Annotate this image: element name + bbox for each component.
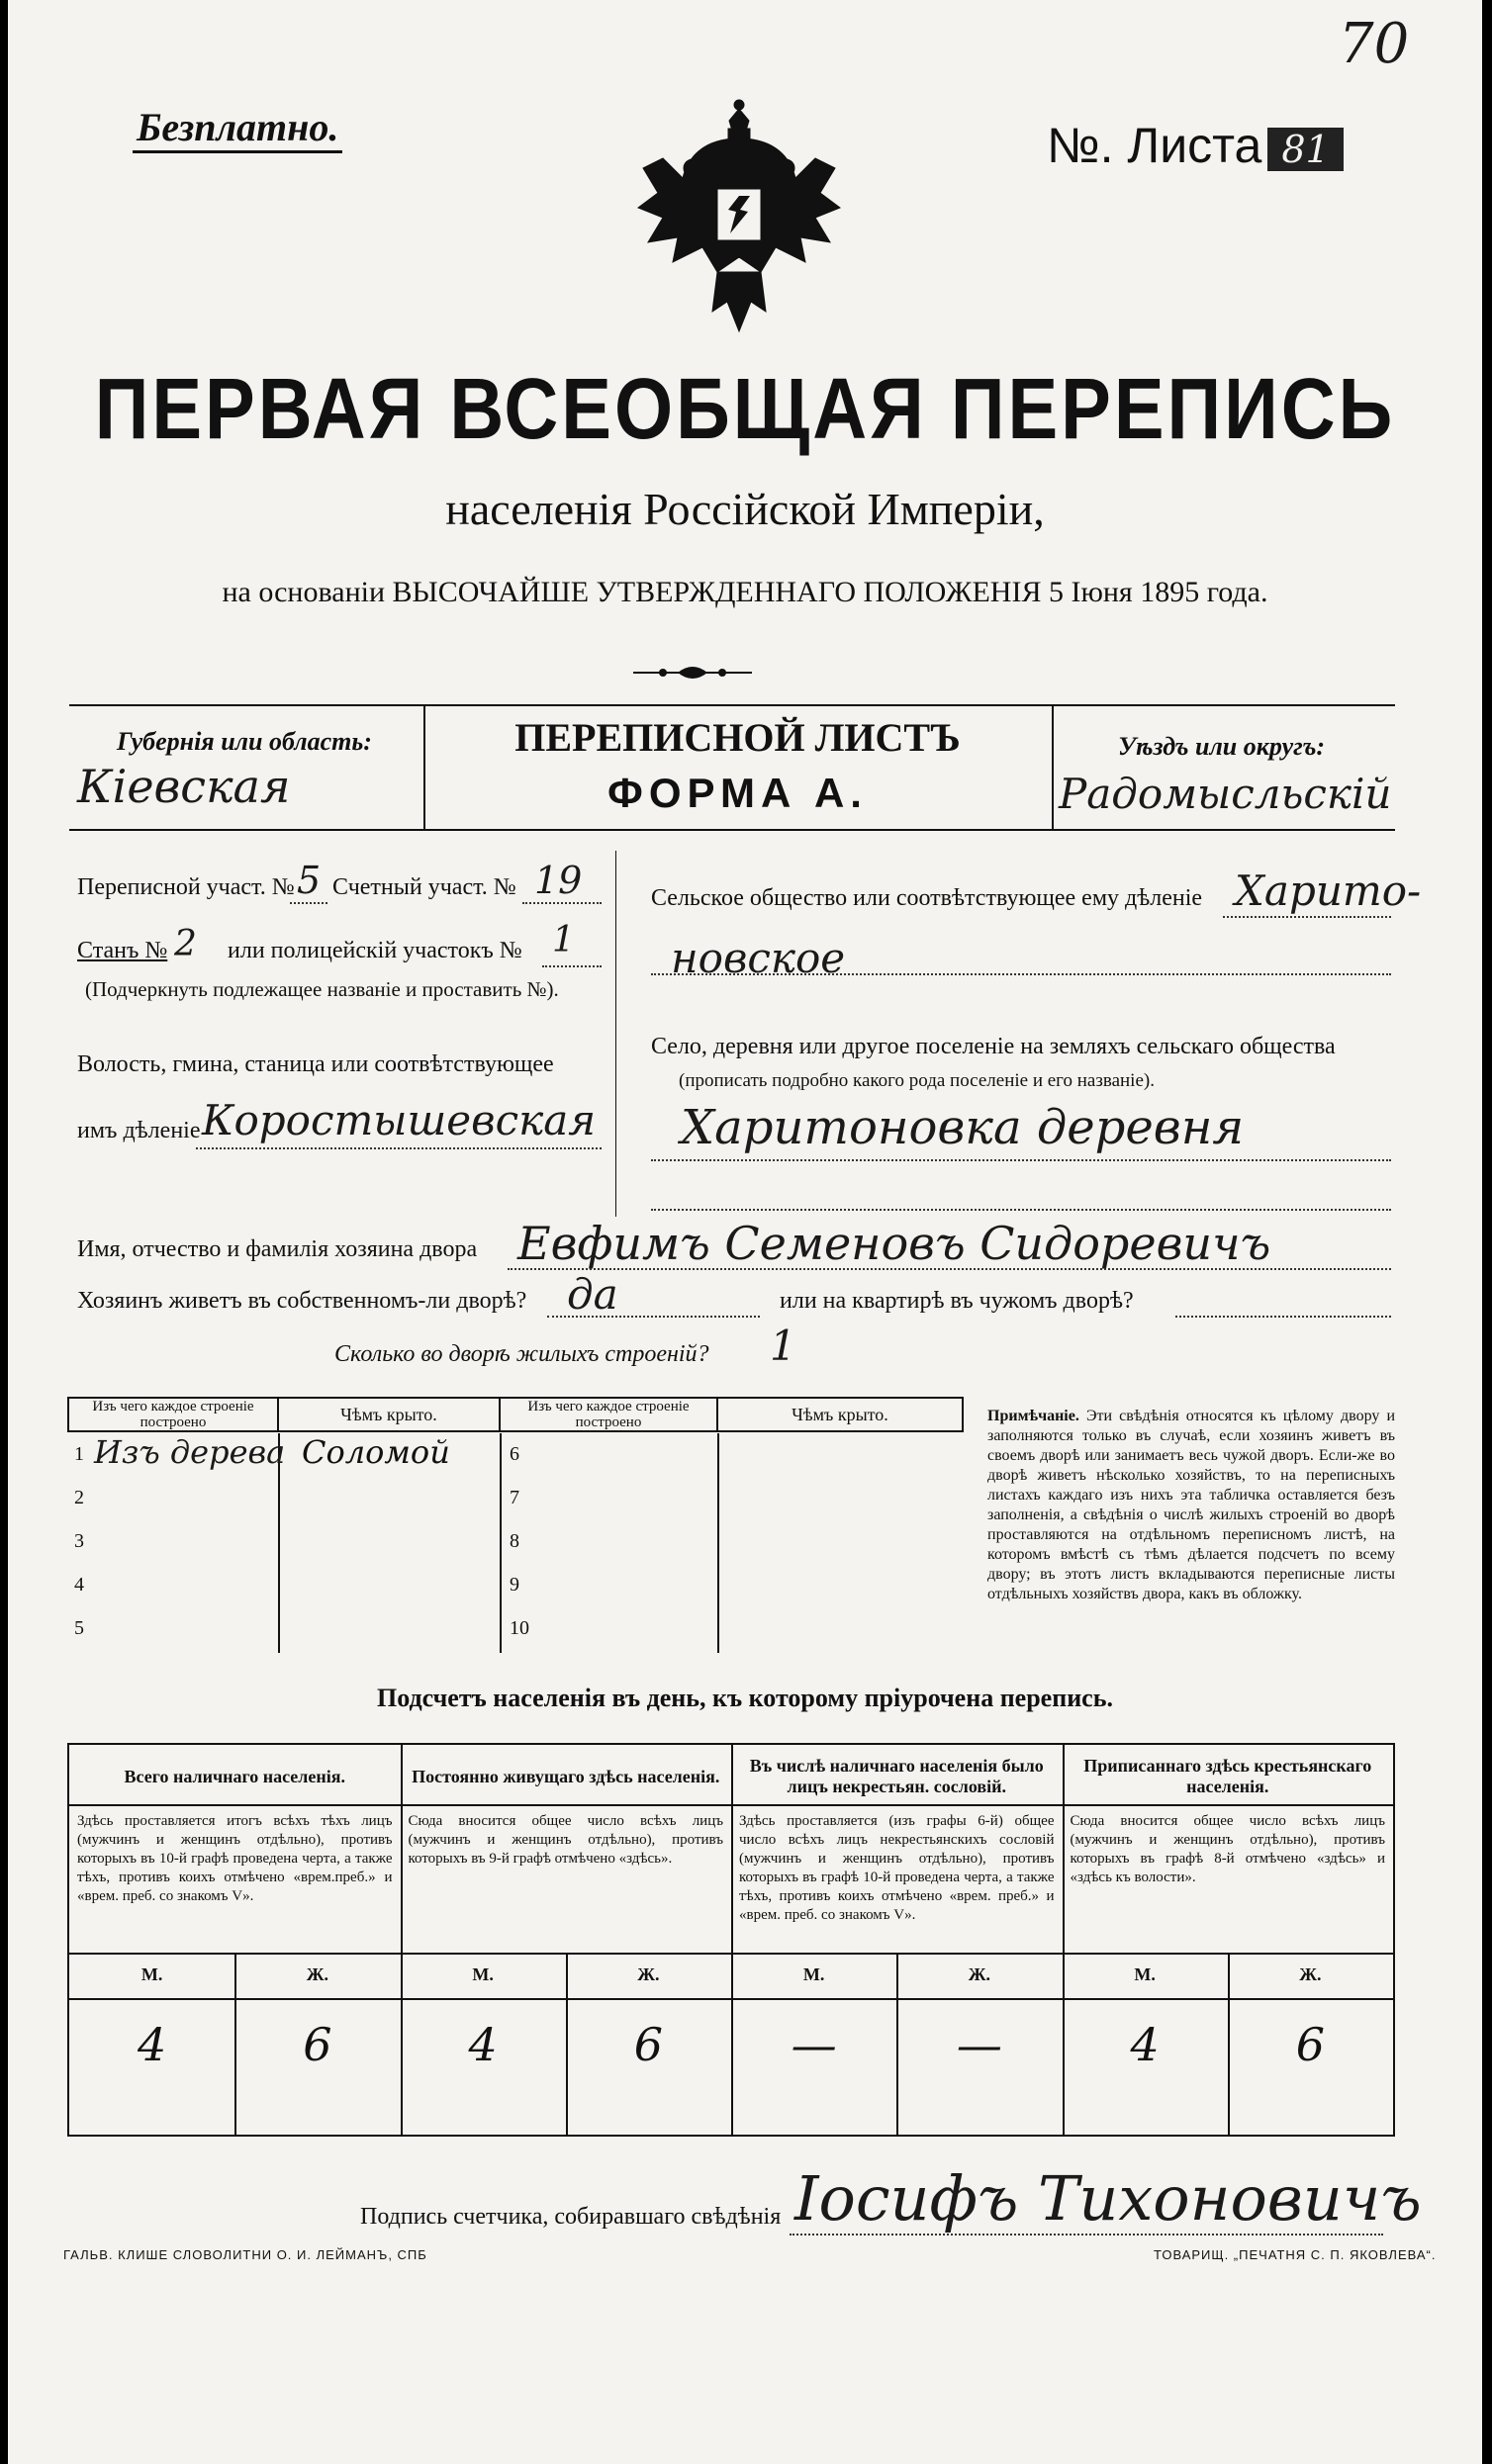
count-zh-value[interactable]: 6 (303, 2018, 332, 2071)
lives-own-value[interactable]: да (567, 1270, 618, 1319)
count-col-head: Постоянно живущаго здѣсь населенія. (412, 1766, 720, 1786)
selo-line-1 (651, 1159, 1391, 1161)
form-title: ПЕРЕПИСНОЙ ЛИСТЪ (514, 715, 961, 760)
count-table (67, 1743, 1395, 2137)
selo-label: Село, деревня или другое поселеніе на земляхъ сельскаго общества (651, 1034, 1336, 1059)
schetny-uchast-label: Счетный участ. № (332, 874, 516, 900)
selo-value[interactable]: Харитоновка деревня (681, 1100, 1245, 1155)
selo-line-2 (651, 1209, 1391, 1211)
col-roof-left: Чѣмъ крыто. (278, 1398, 500, 1431)
owner-label: Имя, отчество и фамилія хозяина двора (77, 1236, 478, 1262)
col-roof-right: Чѣмъ крыто. (717, 1398, 963, 1431)
count-col-desc: Сюда вносится общее число всѣхъ лицъ (мужчинъ и женщинъ отдѣльно), противъ которыхъ въ 9-й графѣ отмѣчено «здѣсь». (408, 1813, 723, 1867)
count-row-rule (69, 1953, 1393, 1955)
page-title: ПЕРВАЯ ВСЕОБЩАЯ ПЕРЕПИСЬ (94, 360, 1396, 458)
buildings-label: Сколько во дворѣ жилыхъ строеній? (334, 1341, 709, 1367)
count-m-value[interactable]: 4 (1130, 2018, 1160, 2071)
lives-rent-line (1175, 1316, 1391, 1318)
field-column-divider (615, 851, 616, 1217)
building-row-number: 8 (510, 1530, 519, 1552)
police-label: или полицейскій участокъ № (228, 938, 522, 963)
printer-right: ТОВАРИЩ. „ПЕЧАТНЯ С. П. ЯКОВЛЕВА“. (1154, 2247, 1437, 2262)
perepis-uchast-label: Переписной участ. № (77, 874, 295, 900)
selskoe-value-2[interactable]: новское (671, 934, 846, 982)
count-zh-label: Ж. (1299, 1964, 1322, 1984)
building-row-number: 6 (510, 1443, 519, 1465)
imperial-eagle-emblem (633, 99, 845, 344)
count-m-label: М. (140, 1964, 163, 1984)
building-row-number: 7 (510, 1487, 519, 1508)
lives-rent-label: или на квартирѣ въ чужомъ дворѣ? (780, 1288, 1134, 1314)
box-bottom-rule (69, 829, 1395, 831)
buildings-col-rule (717, 1433, 719, 1653)
box-top-rule (69, 704, 1395, 706)
building-row-number: 4 (74, 1574, 84, 1596)
census-sheet (8, 0, 1482, 2464)
perepis-uchast-line (290, 902, 327, 904)
count-zh-label: Ж. (968, 1964, 991, 1984)
count-col-desc: Сюда вносится общее число всѣхъ лицъ (мужчинъ и женщинъ отдѣльно), противъ которыхъ въ графѣ 8-й отмѣчено «здѣсь» и «здѣсь къ волости». (1070, 1813, 1385, 1885)
volost-value[interactable]: Коростышевская (202, 1096, 597, 1144)
underline-note: (Подчеркнуть подлежащее названіе и проставить №). (85, 977, 559, 1001)
form-letter: ФОРМА А. (607, 770, 868, 816)
count-m-value[interactable]: 4 (137, 2018, 167, 2071)
ornament-divider (633, 661, 752, 684)
col-material-left: Изъ чего каждое строеніе построено (68, 1398, 278, 1431)
building-row-number: 1 (74, 1443, 84, 1465)
count-col-desc: Здѣсь проставляется (изъ графы 6-й) общее число всѣхъ лицъ некрестьянскихъ сословій (мужчинъ и женщинъ отдѣльно), противъ которыхъ въ графѣ 10-й проведена черта, а также тѣхъ, противъ коихъ отмѣчено «врем. преб.» и «врем. преб. со знакомъ V». (739, 1813, 1055, 1923)
count-zh-value[interactable]: 6 (1295, 2018, 1326, 2071)
building-row-number: 3 (74, 1530, 84, 1552)
selskoe-value-1[interactable]: Харито- (1235, 867, 1422, 915)
count-col-head: Всего наличнаго населенія. (124, 1766, 345, 1786)
stan-label: Станъ № (77, 938, 168, 963)
count-col-head: Приписаннаго здѣсь крестьянскаго населенія. (1083, 1756, 1372, 1796)
count-zh-value[interactable]: 6 (633, 2018, 664, 2071)
police-value[interactable]: 1 (552, 920, 575, 960)
page-subtitle: населенія Россійской Имперіи, (445, 484, 1045, 534)
count-m-label: М. (802, 1964, 825, 1984)
lives-own-line (547, 1316, 760, 1318)
owner-line (508, 1268, 1391, 1270)
printer-left: ГАЛЬВ. КЛИШЕ СЛОВОЛИТНИ О. И. ЛЕЙМАНЪ, СПБ (63, 2247, 427, 2262)
uezd-value[interactable]: Радомысльскій (1059, 770, 1392, 818)
sheet-number-value: 81 (1267, 128, 1343, 171)
perepis-uchast-value[interactable]: 5 (297, 859, 322, 902)
building-row-number: 5 (74, 1617, 84, 1639)
buildings-table (67, 1397, 964, 1654)
selskoe-label: Сельское общество или соотвѣтствующее ему дѣленіе (651, 885, 1203, 911)
note-block (987, 1407, 1395, 1604)
count-m-value[interactable]: — (791, 2018, 837, 2071)
volost-line (196, 1147, 602, 1149)
selskoe-line-1 (1223, 916, 1391, 918)
corner-number: 70 (1339, 12, 1410, 76)
building-row-number: 2 (74, 1487, 84, 1508)
volost-label-1: Волость, гмина, станица или соотвѣтствующее (77, 1051, 554, 1077)
buildings-col-rule (500, 1433, 502, 1653)
sheet-number-label (1047, 117, 1344, 174)
building-row-number: 9 (510, 1574, 519, 1596)
count-m-label: М. (1134, 1964, 1156, 1984)
count-m-value[interactable]: 4 (468, 2018, 498, 2071)
owner-value[interactable]: Евфимъ Семеновъ Сидоревичъ (517, 1217, 1271, 1270)
signature-value[interactable]: Іосифъ Тихоновичъ (794, 2162, 1422, 2235)
gubernia-label: Губернія или область: (117, 727, 372, 756)
count-m-label: М. (472, 1964, 494, 1984)
building-roof[interactable]: Соломой (302, 1433, 450, 1471)
building-row-number: 10 (510, 1617, 529, 1639)
schetny-uchast-value[interactable]: 19 (534, 859, 583, 902)
note-text: Эти свѣдѣнія относятся къ цѣлому двору и заполняются только въ случаѣ, если хозяинъ живетъ въ своемъ дворѣ или занимаетъ весь чужой дворъ. Если-же во дворѣ живетъ нѣсколько хозяйствъ, то на переписныхъ листахъ каждаго изъ нихъ эта табличка оставляется безъ заполненія, а свѣдѣнія о числѣ жилыхъ строеній во дворѣ проставляются на отдѣльномъ переписномъ листѣ, на которомъ вмѣстѣ съ тѣмъ дѣлается подсчетъ по всему двору; въ этотъ листъ вкладываются переписные листы отдѣльныхъ хозяйствъ двора, какъ въ обложку. (987, 1408, 1396, 1602)
police-line (542, 965, 602, 967)
buildings-value[interactable]: 1 (770, 1322, 796, 1370)
count-title: Подсчетъ населенія въ день, къ которому пріурочена перепись. (377, 1684, 1113, 1712)
selo-note: (прописать подробно какого рода поселеніе и его названіе). (679, 1070, 1155, 1091)
selskoe-line-2 (651, 973, 1391, 975)
buildings-rows (68, 1433, 963, 1653)
count-col-head: Въ числѣ наличнаго населенія было лицъ некрестьян. сословій. (749, 1756, 1044, 1796)
col-material-right: Изъ чего каждое строеніе построено (500, 1398, 717, 1431)
signature-label: Подпись счетчика, собиравшаго свѣдѣнія (360, 2204, 782, 2230)
volost-label-2: имъ дѣленіе (77, 1118, 201, 1143)
sheet-number-text: №. Листа (1047, 118, 1262, 173)
count-zh-value[interactable]: — (956, 2018, 1002, 2071)
count-zh-label: Ж. (306, 1964, 329, 1984)
gubernia-value[interactable]: Кіевская (77, 760, 291, 813)
count-row-rule (69, 1804, 1393, 1806)
building-material[interactable]: Изъ дерева (94, 1433, 286, 1471)
stan-value[interactable]: 2 (174, 924, 197, 964)
free-label: Безплатно. (133, 104, 342, 153)
count-zh-label: Ж. (637, 1964, 660, 1984)
count-row-rule (69, 1998, 1393, 2000)
count-col-desc: Здѣсь проставляется итогъ всѣхъ тѣхъ лицъ (мужчинъ и женщинъ отдѣльно), противъ которыхъ въ 10-й графѣ проведена черта, а также тѣхъ, противъ коихъ отмѣчено «врем.преб.» и «врем. преб. со знакомъ V». (77, 1813, 393, 1904)
uezd-label: Уѣздъ или округъ: (1118, 732, 1326, 761)
box-divider-right (1052, 704, 1054, 829)
signature-line (790, 2234, 1383, 2236)
legal-basis: на основаніи ВЫСОЧАЙШЕ УТВЕРЖДЕННАГО ПОЛОЖЕНІЯ 5 Іюня 1895 года. (222, 576, 1268, 608)
lives-own-label: Хозяинъ живетъ въ собственномъ-ли дворѣ? (77, 1288, 527, 1314)
schetny-uchast-line (522, 902, 602, 904)
note-title: Примѣчаніе. (987, 1408, 1079, 1424)
